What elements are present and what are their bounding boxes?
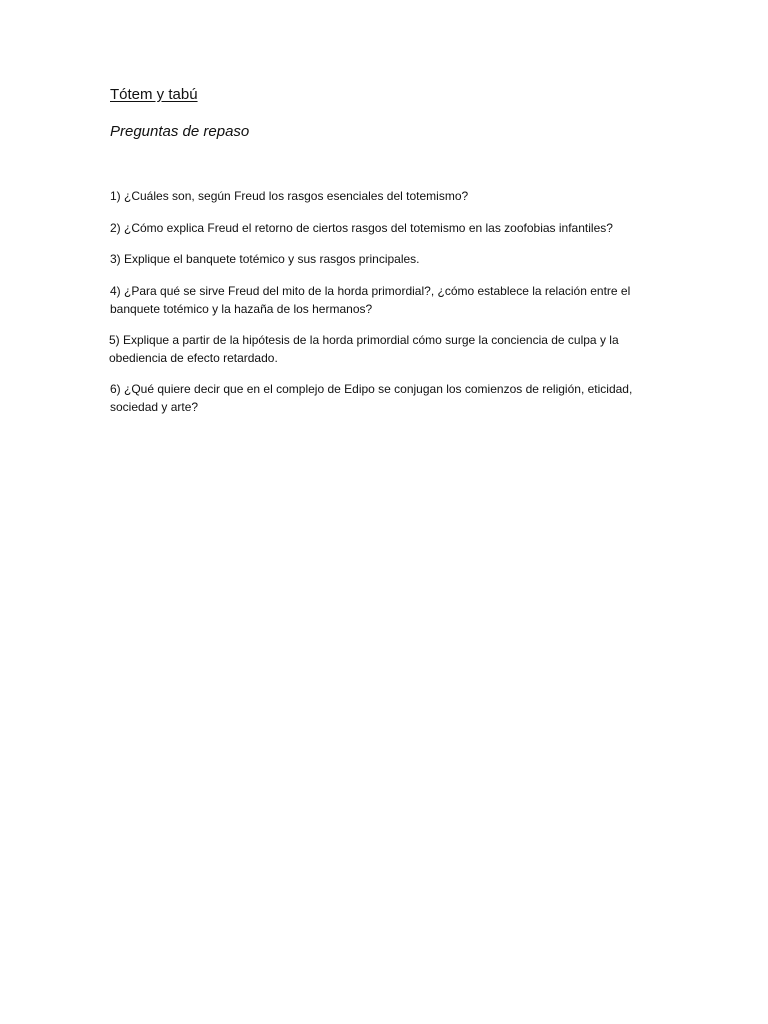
question-6: 6) ¿Qué quiere decir que en el complejo de Edipo se conjugan los comienzos de religión, eticidad, sociedad y arte? [110,382,633,414]
question-3: 3) Explique el banquete totémico y sus rasgos principales. [110,252,420,266]
document-subtitle: Preguntas de repaso [110,123,250,140]
question-5: 5) Explique a partir de la hipótesis de la horda primordial cómo surge la conciencia de culpa y la obediencia de efecto retardado. [109,333,619,365]
question-1: 1) ¿Cuáles son, según Freud los rasgos esenciales del totemismo? [110,189,469,203]
question-4: 4) ¿Para qué se sirve Freud del mito de la horda primordial?, ¿cómo establece la relación entre el banquete totémico y la hazaña de los hermanos? [110,284,631,316]
document-title: Tótem y tabú [110,86,198,103]
question-2: 2) ¿Cómo explica Freud el retorno de ciertos rasgos del totemismo en las zoofobias infantiles? [110,221,613,235]
